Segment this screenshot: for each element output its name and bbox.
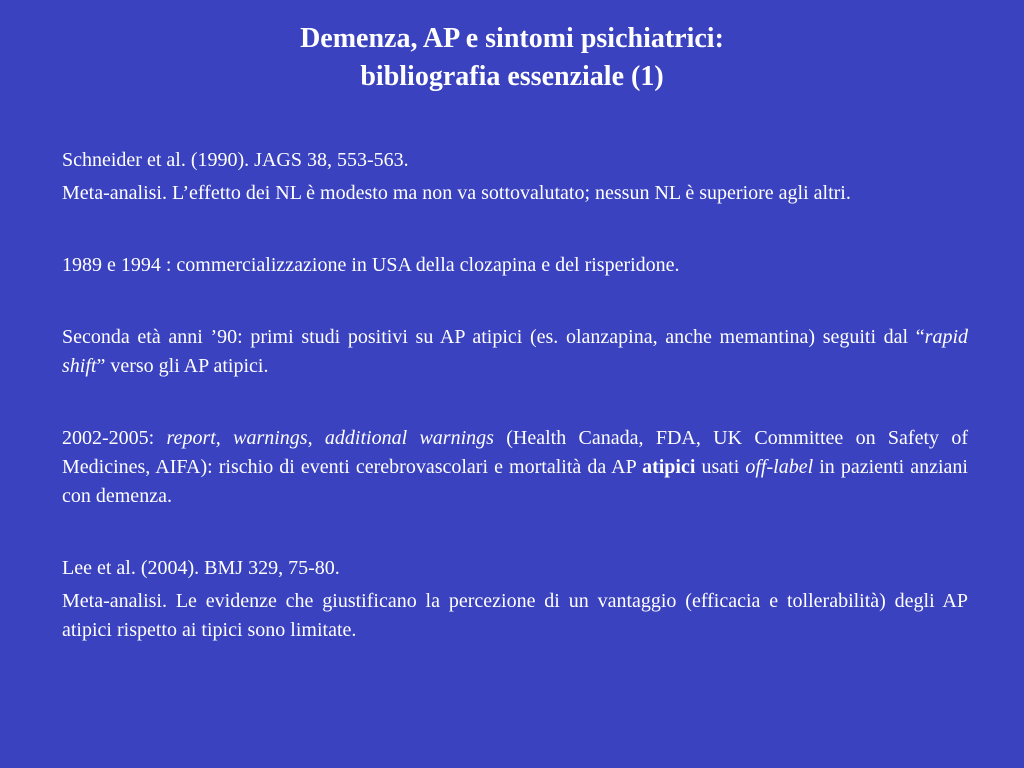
text-run-italic: additional warnings [324,427,494,449]
paragraph-second-era [62,323,968,381]
text-run-italic: report, warnings [166,427,308,449]
paragraph-lee-summary: Meta-analisi. Le evidenze che giustificano la percezione di un vantaggio (efficacia e tollerabilità) degli AP atipici rispetto ai tipici sono limitate. [62,590,968,641]
text-run: usati [695,456,746,478]
reference-lee: Lee et al. (2004). BMJ 329, 75-80. [62,557,340,579]
title-line-1: Demenza, AP e sintomi psichiatrici: [300,23,724,54]
paragraph-schneider-summary: Meta-analisi. L’effetto dei NL è modesto ma non va sottovalutato; nessun NL è superiore agli altri. [62,182,851,204]
paragraph-commercialization: 1989 e 1994 : commercializzazione in USA della clozapina e del risperidone. [62,254,680,276]
text-run: ” verso gli AP atipici. [96,355,269,377]
slide-title [0,20,1024,96]
slide-body [62,146,968,645]
text-run: 2002-2005: [62,427,167,449]
title-line-2: bibliografia essenziale (1) [360,61,664,92]
text-run-italic: rapid shift [62,326,968,377]
paragraph-warnings [62,424,968,511]
text-run: in pazienti anziani con demenza. [62,456,968,507]
text-run: (Health Canada, FDA, UK Committee on Safety of Medicines, AIFA): rischio di eventi cerebrovascolari e mortalità da AP [62,427,968,478]
text-run: , [307,427,325,449]
text-run-bold: atipici [642,456,696,478]
text-run-italic: off-label [745,456,814,478]
text-run: Seconda età anni ’90: primi studi positivi su AP atipici (es. olanzapina, anche memantina) seguiti dal “ [62,326,925,348]
reference-schneider: Schneider et al. (1990). JAGS 38, 553-563. [62,149,409,171]
